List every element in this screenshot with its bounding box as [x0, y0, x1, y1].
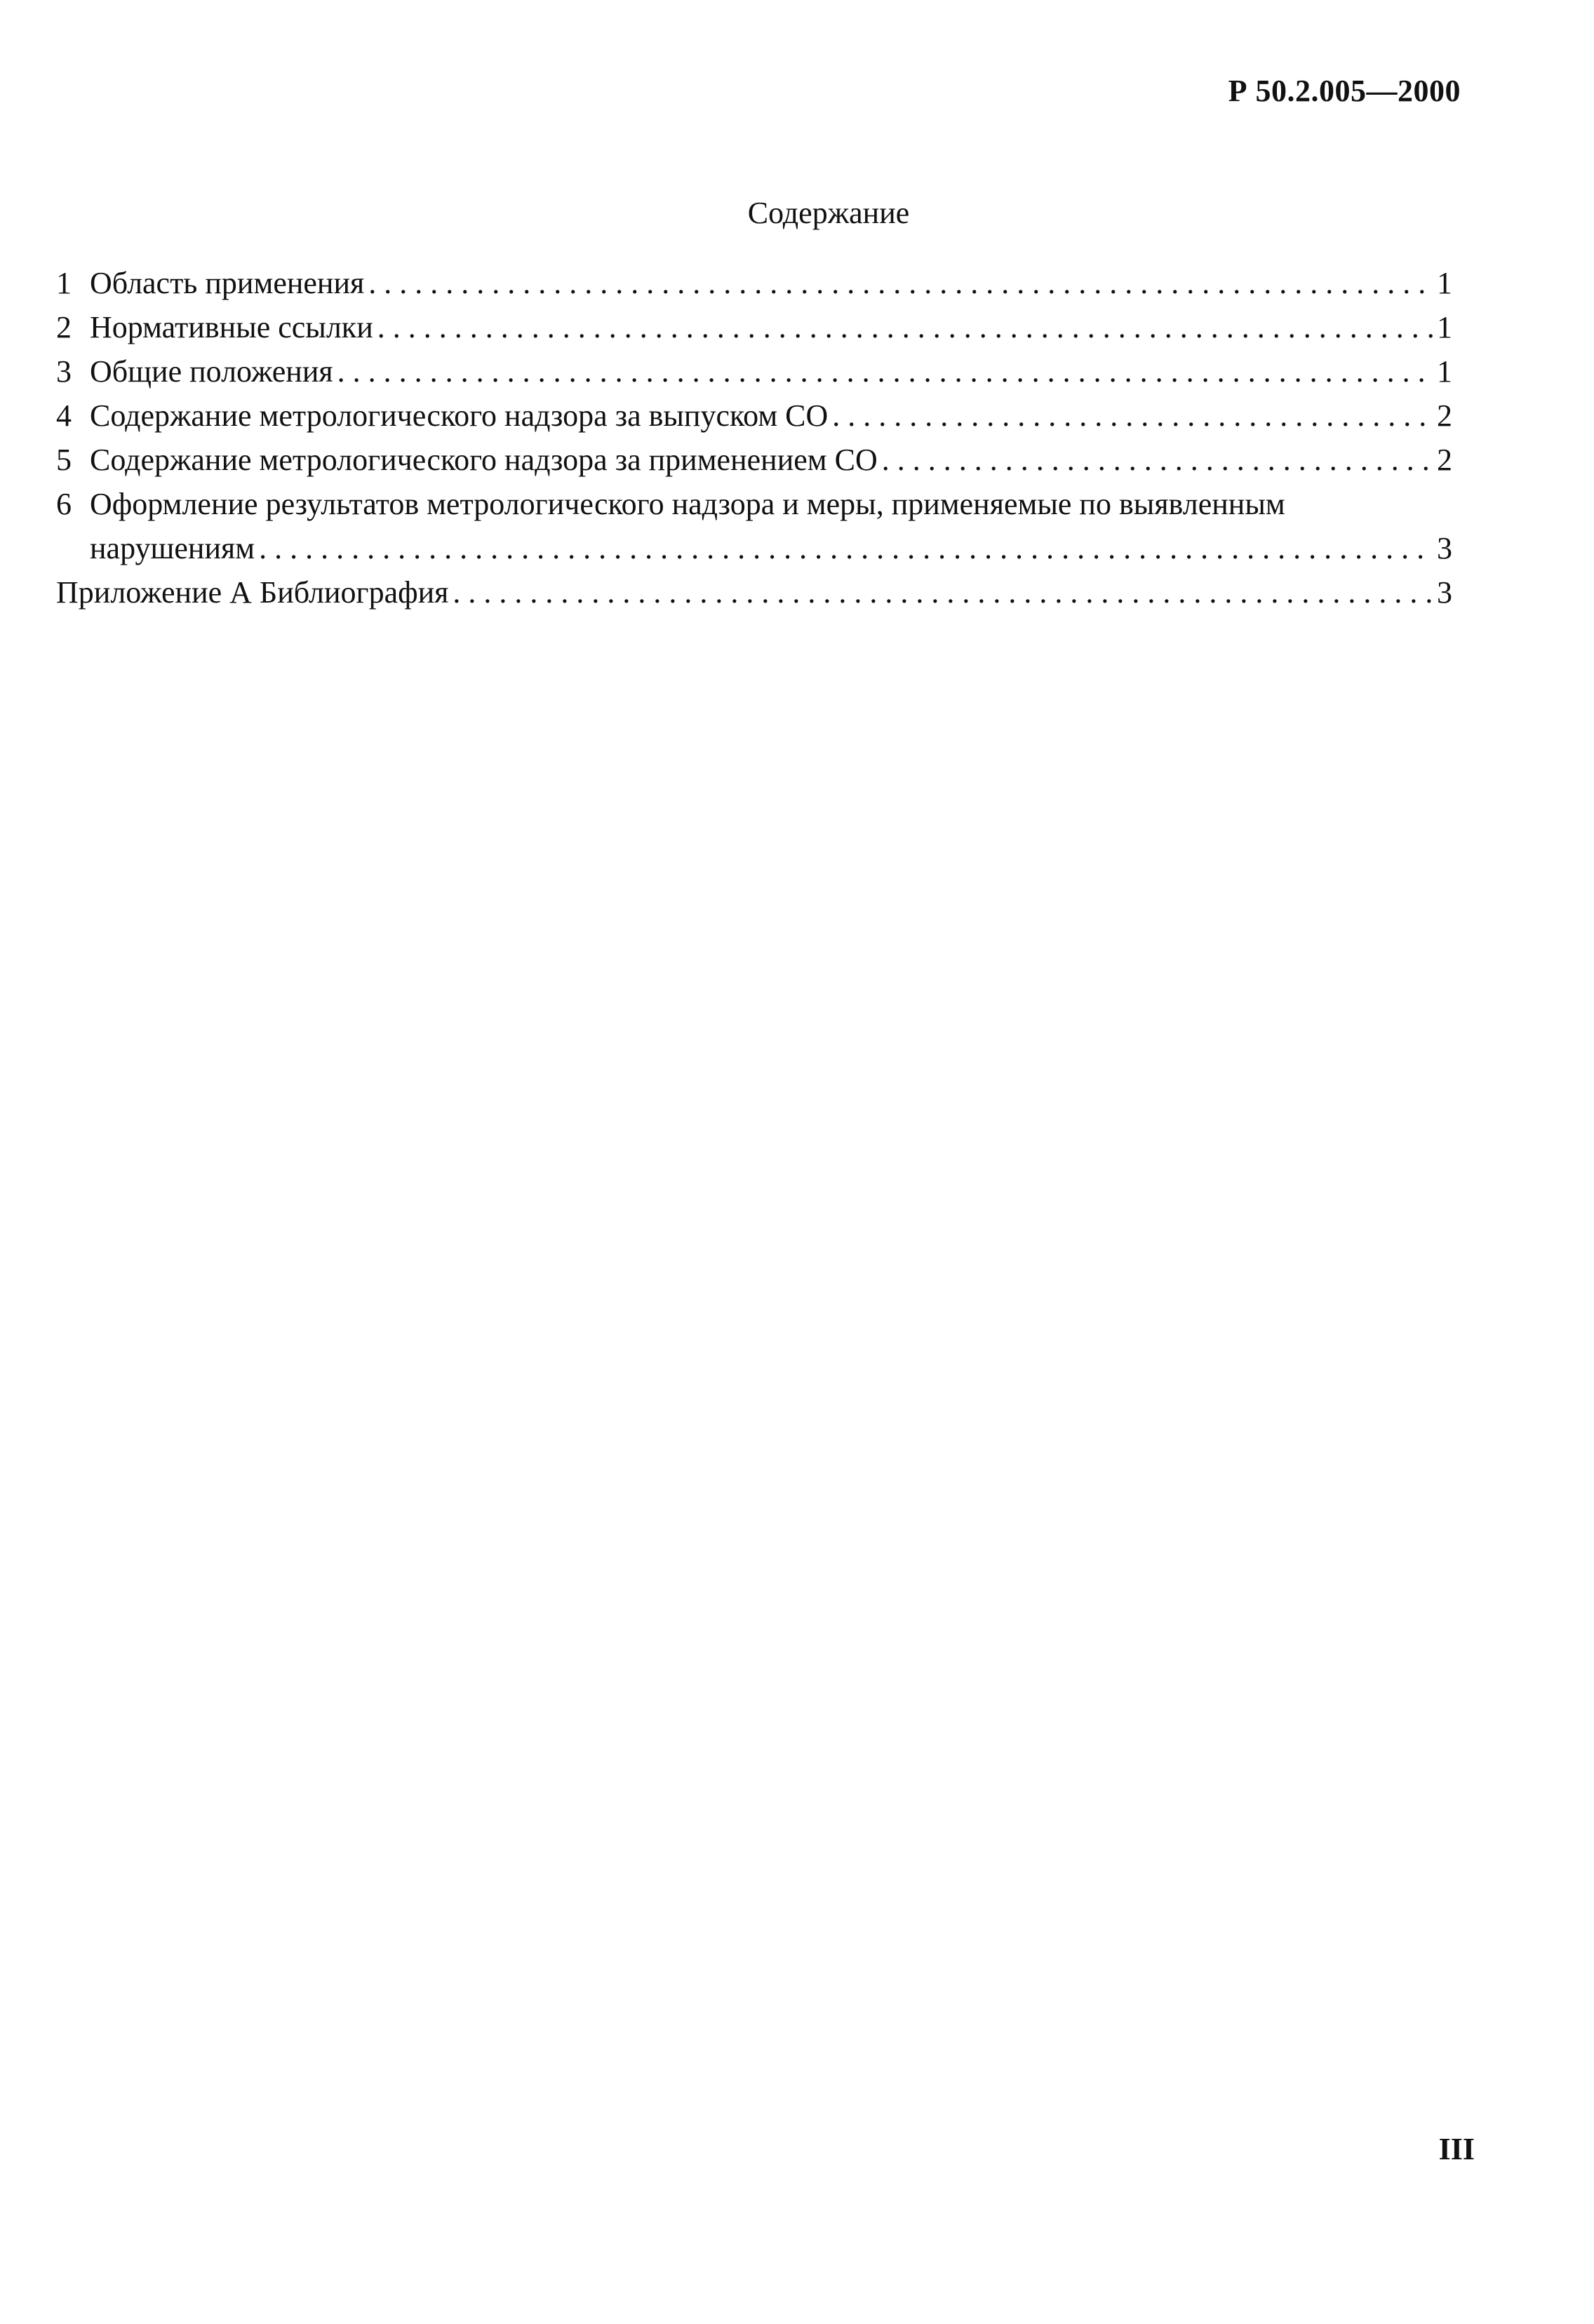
document-code: Р 50.2.005—2000 [1228, 74, 1461, 108]
toc-entry-label: Общие положения [90, 354, 333, 389]
toc-title: Содержание [747, 196, 910, 230]
toc-entry-appendix[interactable] [56, 570, 1452, 614]
dot-leader [337, 349, 1433, 394]
dot-leader [832, 394, 1433, 438]
toc-entry-page: 1 [1437, 266, 1452, 300]
toc-entry[interactable] [56, 394, 1452, 438]
toc-entry-page: 3 [1437, 575, 1452, 610]
toc-entry-page: 1 [1437, 310, 1452, 344]
page-number: III [1438, 2132, 1475, 2166]
toc-entry[interactable] [56, 438, 1452, 482]
dot-leader [377, 305, 1433, 349]
toc-entry-label: Оформление результатов метрологического надзора и меры, применяемые по выявленным [90, 487, 1285, 521]
dot-leader [453, 570, 1433, 614]
toc-entry-page: 3 [1437, 531, 1452, 565]
toc-entry-number: 2 [56, 310, 72, 344]
toc-entry-label: Приложение А Библиография [56, 575, 449, 610]
toc-entry[interactable] [56, 305, 1452, 349]
toc-entry-number: 6 [56, 487, 72, 521]
toc-entry-number: 1 [56, 266, 72, 300]
dot-leader [259, 526, 1433, 570]
toc-entry-label: Область применения [90, 266, 365, 300]
toc-entry-number: 3 [56, 354, 72, 389]
toc-entry-page: 1 [1437, 354, 1452, 389]
toc-entry-label: Нормативные ссылки [90, 310, 373, 344]
toc-entry-label: Содержание метрологического надзора за применением СО [90, 443, 878, 477]
toc-entry[interactable] [56, 349, 1452, 394]
toc-entry-label: Содержание метрологического надзора за выпуском СО [90, 398, 829, 433]
table-of-contents [56, 261, 1452, 614]
toc-entry-label-continued: нарушениям [90, 531, 255, 565]
toc-entry[interactable] [56, 482, 1452, 570]
toc-entry-number: 4 [56, 398, 72, 433]
toc-entry-number: 5 [56, 443, 72, 477]
dot-leader [882, 438, 1433, 482]
toc-entry[interactable] [56, 261, 1452, 305]
toc-entry-page: 2 [1437, 398, 1452, 433]
dot-leader [368, 261, 1433, 305]
toc-entry-page: 2 [1437, 443, 1452, 477]
